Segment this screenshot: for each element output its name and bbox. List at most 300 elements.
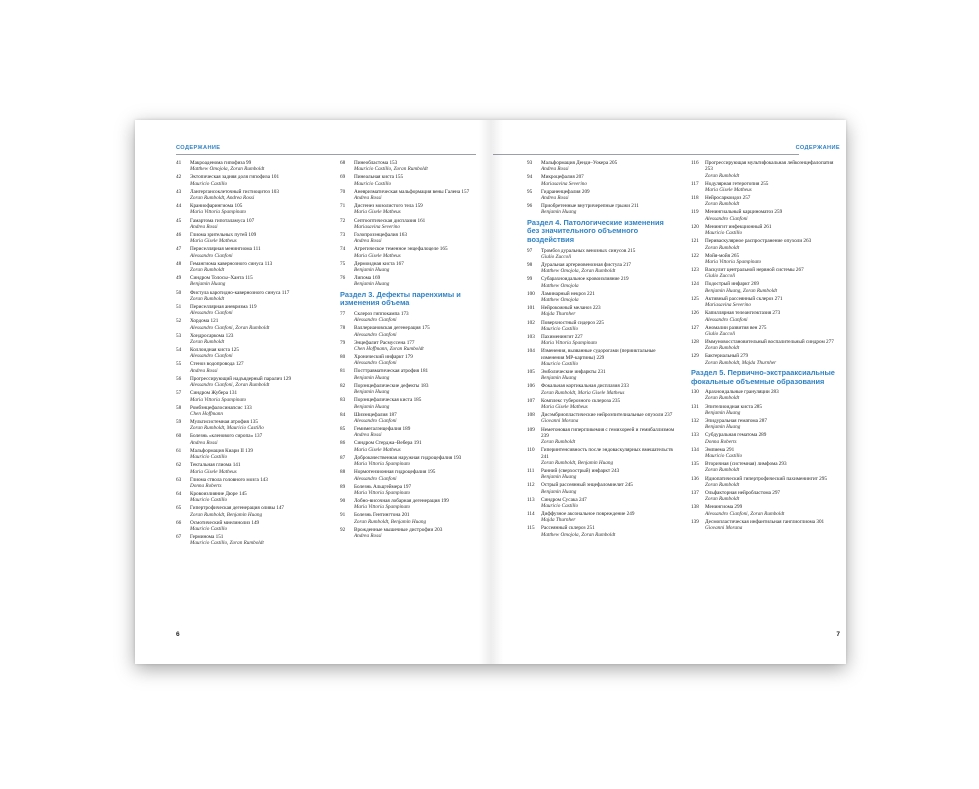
entry-number: 110 — [527, 447, 535, 454]
toc-entry — [176, 520, 324, 533]
toc-entry — [527, 412, 677, 425]
page-number-right: 7 — [836, 631, 840, 638]
entry-authors: Matthew Omojola, Zoran Rumboldt — [541, 268, 616, 275]
entry-title: Хондросаркома 123 Zoran Rumboldt — [190, 333, 324, 346]
entry-number: 132 — [691, 417, 699, 424]
toc-entry — [691, 504, 841, 517]
toc-entry — [176, 203, 324, 216]
entry-title: Лобно-височная лобарная дегенерация 199 Maria Vittoria Spampinato — [354, 498, 478, 511]
section-heading: Раздел 4. Патологические изменения без значительного объемного воздействия — [527, 217, 664, 244]
entry-authors: Zoran Rumboldt, Benjamin Huang — [190, 511, 263, 518]
running-header-right: СОДЕРЖАНИЕ — [795, 145, 840, 151]
entry-number: 135 — [691, 461, 699, 468]
entry-authors: Benjamin Huang — [541, 209, 577, 216]
entry-title: Гемангиома кавернозного синуса 113 Zoran Rumboldt — [190, 261, 324, 274]
entry-title: Дермоидная киста 167 Benjamin Huang — [354, 261, 478, 274]
entry-title: Субарахноидальное кровоизлияние 219 Matthew Omojola — [541, 276, 677, 289]
entry-number: 109 — [527, 426, 535, 433]
entry-authors: Benjamin Huang — [705, 409, 741, 416]
entry-number: 114 — [527, 511, 535, 518]
entry-number: 123 — [691, 267, 699, 274]
entry-authors: Zoran Rumboldt — [705, 481, 740, 488]
entry-number: 89 — [340, 483, 346, 490]
entry-number: 43 — [176, 188, 182, 195]
toc-entry — [176, 534, 324, 547]
toc-entry — [527, 189, 677, 202]
entry-title: Нормотензионная гидроцефалия 195 Alessandro Cianfoni — [354, 469, 478, 482]
entry-title: Гемимегалэнцефалия 189 Andrea Rossi — [354, 426, 478, 439]
entry-authors: Maria Gisele Matheus — [190, 238, 237, 245]
toc-entry — [527, 383, 677, 396]
entry-title: Комплекс туберозного склероза 235 Maria Gisele Matheus — [541, 398, 677, 411]
entry-title: Прогрессирующий надъядерный паралич 129 Alessandro Cianfoni, Zoran Rumboldt — [190, 376, 324, 389]
toc-entry — [176, 174, 324, 187]
entry-title: Стеноз водопровода 127 Andrea Rossi — [190, 361, 324, 374]
entry-number: 137 — [691, 489, 699, 496]
entry-title: Синдром Толосы–Ханта 115 Benjamin Huang — [190, 275, 324, 288]
toc-entry — [176, 304, 324, 317]
entry-authors: Maria Vittoria Spampinato — [190, 396, 247, 403]
toc-entry — [340, 354, 478, 367]
toc-entry — [691, 519, 841, 532]
toc-entry — [691, 447, 841, 460]
entry-authors: Andrea Rossi — [354, 238, 382, 245]
entry-authors: Alessandro Cianfoni — [705, 215, 748, 222]
entry-number: 101 — [527, 305, 535, 312]
entry-authors: Alessandro Cianfoni — [354, 331, 397, 338]
entry-title: Мультисистемная атрофия 135 Zoran Rumboldt, Mauricio Castillo — [190, 419, 324, 432]
entry-title: Пинеобластома 153 Mauricio Castillo, Zoran Rumboldt — [354, 160, 478, 173]
entry-number: 78 — [340, 325, 346, 332]
entry-title: Глиома зрительных путей 109 Maria Gisele Matheus — [190, 232, 324, 245]
toc-entry — [691, 238, 841, 251]
toc-column-1 — [176, 160, 324, 549]
toc-entry — [527, 276, 677, 289]
entry-number: 61 — [176, 447, 182, 454]
entry-number: 103 — [527, 333, 535, 340]
entry-number: 41 — [176, 160, 182, 166]
entry-title: Менингиома 299 Alessandro Cianfoni, Zoran Rumboldt — [705, 504, 841, 517]
toc-entry — [176, 491, 324, 504]
entry-authors: Benjamin Huang — [541, 375, 577, 382]
entry-authors: Mariasavina Severino — [541, 180, 587, 187]
entry-number: 121 — [691, 238, 699, 245]
entry-title: Коллоидная киста 125 Alessandro Cianfoni — [190, 347, 324, 360]
entry-authors: Majda Thurnher — [541, 311, 576, 318]
entry-number: 99 — [527, 276, 533, 283]
entry-number: 105 — [527, 368, 535, 375]
entry-title: Периселлярная аневризма 119 Alessandro Cianfoni — [190, 304, 324, 317]
toc-entry — [340, 455, 478, 468]
toc-entry — [527, 427, 677, 446]
toc-entry — [691, 181, 841, 194]
header-rule-left — [176, 154, 476, 155]
toc-entry — [691, 476, 841, 489]
entry-authors: Matthew Omojola — [541, 282, 579, 289]
entry-authors: Mauricio Castillo — [705, 453, 743, 460]
entry-authors: Giulio Zuccoli — [541, 253, 572, 260]
entry-title: Бактериальный 279 Zoran Rumboldt, Majda Thurnher — [705, 353, 841, 366]
entry-authors: Mauricio Castillo — [354, 180, 392, 187]
entry-title: Периселлярная менингиома 111 Alessandro Cianfoni — [190, 246, 324, 259]
entry-number: 94 — [527, 174, 533, 181]
toc-entry — [340, 203, 478, 216]
entry-number: 59 — [176, 419, 182, 426]
entry-authors: Mauricio Castillo — [190, 526, 228, 533]
entry-authors: Maria Vittoria Spampinato — [705, 258, 762, 265]
entry-authors: Majda Thurnher — [541, 517, 576, 524]
entry-number: 112 — [527, 482, 535, 489]
entry-authors: Maria Vittoria Spampinato — [190, 209, 247, 216]
entry-authors: Mariasavina Severino — [354, 223, 400, 230]
entry-authors: Benjamin Huang — [354, 374, 390, 381]
toc-entry — [691, 224, 841, 237]
toc-entry — [340, 512, 478, 525]
entry-number: 67 — [176, 534, 182, 541]
entry-title: Гидраненцефалия 209 Andrea Rossi — [541, 189, 677, 202]
toc-entry — [527, 160, 677, 173]
toc-entry — [340, 469, 478, 482]
entry-number: 97 — [527, 247, 533, 254]
entry-number: 56 — [176, 375, 182, 382]
entry-authors: Giulio Zuccoli — [705, 330, 736, 337]
entry-authors: Zoran Rumboldt — [190, 338, 225, 345]
toc-column-4 — [691, 160, 841, 533]
entry-number: 134 — [691, 446, 699, 453]
toc-entry — [176, 405, 324, 418]
entry-number: 138 — [691, 504, 699, 511]
entry-title: Субдуральная гематома 289 Donna Roberts — [705, 432, 841, 445]
entry-title: Синдром Сусака 247 Mauricio Castillo — [541, 497, 677, 510]
entry-authors: Zoran Rumboldt — [705, 496, 740, 503]
entry-title: Подострый инфаркт 269 Benjamin Huang, Zoran Rumboldt — [705, 281, 841, 294]
entry-title: Дуральная артериовенозная фистула 217 Matthew Omojola, Zoran Rumboldt — [541, 262, 677, 275]
entry-number: 83 — [340, 397, 346, 404]
entry-number: 106 — [527, 383, 535, 390]
entry-authors: Andrea Rossi — [354, 195, 382, 202]
entry-authors: Mauricio Castillo — [190, 180, 228, 187]
entry-title: Нейрокожный меланоз 223 Majda Thurnher — [541, 305, 677, 318]
entry-title: Глиома ствола головного мозга 143 Donna Roberts — [190, 477, 324, 490]
entry-authors: Mauricio Castillo — [541, 502, 579, 509]
entry-authors: Mauricio Castillo — [541, 360, 579, 367]
toc-entry — [527, 348, 677, 367]
toc-entry — [691, 325, 841, 338]
entry-title: Нодулярная гетеротопия 255 Maria Gisele Matheus — [705, 181, 841, 194]
entry-title: Десмопластическая инфантильная ганглиоглиома 301 Giovanni Morana — [705, 519, 841, 532]
entry-number: 126 — [691, 310, 699, 317]
entry-number: 75 — [340, 260, 346, 267]
toc-entry — [691, 353, 841, 366]
entry-title: Кровоизлияние Дюре 145 Mauricio Castillo — [190, 491, 324, 504]
entry-title: Вторичная (системная) лимфома 293 Zoran Rumboldt — [705, 461, 841, 474]
entry-authors: Benjamin Huang — [541, 488, 577, 495]
entry-title: Агрегическое теменное энцефалоцеле 165 Maria Gisele Matheus — [354, 246, 478, 259]
entry-authors: Zoran Rumboldt, Benjamin Huang — [541, 459, 614, 466]
toc-entry — [691, 310, 841, 323]
entry-title: Идиопатический гипертрофический пахименингит 295 Zoran Rumboldt — [705, 476, 841, 489]
toc-column-2 — [340, 160, 478, 541]
toc-entry — [691, 389, 841, 402]
entry-number: 76 — [340, 275, 346, 282]
entry-authors: Zoran Rumboldt — [705, 395, 740, 402]
entry-title: Болезнь Гентингтона 201 Zoran Rumboldt, Benjamin Huang — [354, 512, 478, 525]
toc-entry — [691, 253, 841, 266]
entry-number: 42 — [176, 174, 182, 181]
entry-authors: Maria Vittoria Spampinato — [354, 489, 411, 496]
entry-authors: Mauricio Castillo — [190, 497, 228, 504]
toc-entry — [527, 525, 677, 538]
entry-title: Голопрозэнцефалия 163 Andrea Rossi — [354, 232, 478, 245]
toc-entry — [340, 368, 478, 381]
toc-entry — [176, 347, 324, 360]
entry-number: 98 — [527, 261, 533, 268]
entry-authors: Benjamin Huang — [705, 424, 741, 431]
entry-number: 119 — [691, 209, 699, 216]
running-header-left: СОДЕРЖАНИЕ — [176, 145, 221, 151]
entry-authors: Zoran Rumboldt — [705, 201, 740, 208]
entry-title: Гамартома гипоталамуса 107 Andrea Rossi — [190, 218, 324, 231]
toc-entry — [340, 484, 478, 497]
entry-title: Аневризматическая мальформация вены Галена 157 Andrea Rossi — [354, 189, 478, 202]
entry-authors: Mauricio Castillo, Zoran Rumboldt — [354, 166, 428, 173]
toc-entry — [691, 432, 841, 445]
entry-authors: Giulio Zuccoli — [705, 273, 736, 280]
toc-entry — [176, 448, 324, 461]
toc-entry — [527, 203, 677, 216]
entry-authors: Benjamin Huang — [354, 403, 390, 410]
toc-entry — [340, 232, 478, 245]
toc-entry — [340, 311, 478, 324]
entry-authors: Maria Gisele Matheus — [354, 209, 401, 216]
entry-authors: Maria Gisele Matheus — [541, 404, 588, 411]
entry-number: 45 — [176, 217, 182, 224]
entry-number: 46 — [176, 231, 182, 238]
entry-title: Нейросаркоидоз 257 Zoran Rumboldt — [705, 195, 841, 208]
entry-title: Синдром Жубера 131 Maria Vittoria Spampinato — [190, 390, 324, 403]
entry-number: 116 — [691, 160, 699, 166]
entry-title: Гипертрофическая дегенерация оливы 147 Zoran Rumboldt, Benjamin Huang — [190, 505, 324, 518]
entry-title: Мальформация Денди–Уокера 205 Andrea Rossi — [541, 160, 677, 173]
entry-title: Дисгенез мозолистого тела 159 Maria Gisele Matheus — [354, 203, 478, 216]
entry-title: Эпидуральная гематома 287 Benjamin Huang — [705, 418, 841, 431]
entry-title: Прогрессирующая мультифокальная лейкоэнцефалопатия 253 Zoran Rumboldt — [705, 160, 841, 179]
toc-entry — [691, 195, 841, 208]
entry-number: 128 — [691, 338, 699, 345]
entry-title: Арахноидальные грануляции 283 Zoran Rumboldt — [705, 389, 841, 402]
entry-title: Болезнь Альцгеймера 197 Maria Vittoria Spampinato — [354, 484, 478, 497]
entry-authors: Donna Roberts — [705, 438, 737, 445]
entry-authors: Benjamin Huang — [354, 267, 390, 274]
entry-title: Менингиальный карциноматоз 259 Alessandro Cianfoni — [705, 209, 841, 222]
entry-number: 44 — [176, 203, 182, 210]
entry-authors: Alessandro Cianfoni — [354, 417, 397, 424]
entry-authors: Mauricio Castillo — [541, 325, 579, 332]
entry-authors: Mauricio Castillo — [705, 230, 743, 237]
entry-authors: Alessandro Cianfoni — [354, 317, 397, 324]
toc-entry — [340, 160, 478, 173]
entry-number: 133 — [691, 432, 699, 439]
entry-authors: Mauricio Castillo — [190, 454, 228, 461]
toc-entry — [176, 390, 324, 403]
toc-entry — [527, 447, 677, 466]
entry-title: Аномалии развития вен 275 Giulio Zuccoli — [705, 325, 841, 338]
entry-title: Врожденные мышечные дистрофии 203 Andrea Rossi — [354, 527, 478, 540]
toc-entry — [691, 160, 841, 179]
entry-number: 124 — [691, 281, 699, 288]
entry-authors: Maria Gisele Matheus — [354, 252, 401, 259]
entry-title: Изменения, вызванные судорогами (перииктальные изменения МР-картины) 229 Mauricio Castillo — [541, 348, 677, 367]
toc-entry — [176, 261, 324, 274]
entry-authors: Benjamin Huang — [354, 281, 390, 288]
entry-number: 58 — [176, 404, 182, 411]
entry-number: 87 — [340, 454, 346, 461]
entry-authors: Andrea Rossi — [541, 166, 569, 173]
entry-title: Посттравматическая атрофия 181 Benjamin Huang — [354, 368, 478, 381]
book-spread — [135, 120, 846, 664]
entry-authors: Zoran Rumboldt, Maria Gisele Matheus — [541, 389, 625, 396]
entry-title: Капиллярная телеангиэктазия 273 Alessandro Cianfoni — [705, 310, 841, 323]
toc-entry — [691, 490, 841, 503]
entry-authors: Donna Roberts — [190, 482, 222, 489]
entry-title: Ольфакторная нейробластома 297 Zoran Rumboldt — [705, 490, 841, 503]
toc-entry — [527, 174, 677, 187]
entry-number: 63 — [176, 476, 182, 483]
entry-title: Порэнцефалическая киста 185 Benjamin Huang — [354, 397, 478, 410]
entry-title: Ламинарный некроз 221 Matthew Omojola — [541, 291, 677, 304]
toc-entry — [527, 320, 677, 333]
entry-authors: Maria Gisele Matheus — [190, 468, 237, 475]
entry-number: 54 — [176, 347, 182, 354]
entry-number: 53 — [176, 332, 182, 339]
entry-authors: Alessandro Cianfoni, Zoran Rumboldt — [190, 324, 270, 331]
entry-number: 81 — [340, 368, 346, 375]
toc-entry — [340, 189, 478, 202]
entry-number: 57 — [176, 390, 182, 397]
entry-authors: Zoran Rumboldt — [705, 467, 740, 474]
entry-title: Лангергансоклеточный гистиоцитоз 103 Zoran Rumboldt, Andrea Rossi — [190, 189, 324, 202]
toc-entry — [340, 440, 478, 453]
entry-number: 55 — [176, 361, 182, 368]
entry-number: 120 — [691, 223, 699, 230]
entry-number: 79 — [340, 339, 346, 346]
entry-title: Ромбэнцефалосинапсис 133 Chen Hoffmann — [190, 405, 324, 418]
entry-authors: Alessandro Cianfoni — [354, 475, 397, 482]
entry-title: Дисэмбриопластические нейроэпителиальные опухоли 237 Giovanni Morana — [541, 412, 677, 425]
entry-title: Васкулит центральной нервной системы 267 Giulio Zuccoli — [705, 267, 841, 280]
toc-entry — [691, 461, 841, 474]
entry-authors: Maria Gisele Matheus — [354, 446, 401, 453]
toc-entry — [176, 505, 324, 518]
entry-number: 108 — [527, 412, 535, 419]
entry-number: 82 — [340, 382, 346, 389]
entry-title: Порэнцефалические дефекты 183 Benjamin Huang — [354, 383, 478, 396]
toc-entry — [340, 325, 478, 338]
entry-authors: Benjamin Huang, Zoran Rumboldt — [705, 287, 778, 294]
entry-authors: Alessandro Cianfoni — [354, 360, 397, 367]
entry-number: 104 — [527, 348, 535, 355]
entry-title: Валлериановская дегенерация 175 Alessandro Cianfoni — [354, 325, 478, 338]
entry-number: 93 — [527, 160, 533, 166]
entry-title: Мальформация Киари II 139 Mauricio Castillo — [190, 448, 324, 461]
entry-authors: Alessandro Cianfoni — [705, 316, 748, 323]
entry-number: 131 — [691, 403, 699, 410]
entry-number: 84 — [340, 411, 346, 418]
entry-authors: Alessandro Cianfoni, Zoran Rumboldt — [190, 382, 270, 389]
entry-authors: Zoran Rumboldt — [190, 295, 225, 302]
entry-title: Хронический инфаркт 179 Alessandro Cianfoni — [354, 354, 478, 367]
toc-entry — [340, 426, 478, 439]
toc-entry — [527, 369, 677, 382]
entry-number: 122 — [691, 252, 699, 259]
toc-entry — [340, 261, 478, 274]
entry-title: Шизэнцефалия 187 Alessandro Cianfoni — [354, 412, 478, 425]
toc-entry — [527, 468, 677, 481]
entry-title: Тромбоз дуральных венозных синусов 215 Giulio Zuccoli — [541, 248, 677, 261]
entry-title: Диффузное аксональное повреждение 249 Majda Thurnher — [541, 511, 677, 524]
entry-number: 64 — [176, 490, 182, 497]
toc-entry — [527, 482, 677, 495]
entry-title: Пинеальная киста 155 Mauricio Castillo — [354, 174, 478, 187]
toc-entry — [527, 262, 677, 275]
entry-title: Энцефалит Расмуссена 177 Chen Hoffmann, Zoran Rumboldt — [354, 340, 478, 353]
entry-number: 52 — [176, 318, 182, 325]
entry-number: 69 — [340, 174, 346, 181]
entry-title: Склероз гиппокампа 173 Alessandro Cianfoni — [354, 311, 478, 324]
entry-authors: Zoran Rumboldt, Mauricio Castillo — [190, 425, 264, 432]
entry-number: 102 — [527, 319, 535, 326]
entry-number: 48 — [176, 260, 182, 267]
entry-number: 85 — [340, 426, 346, 433]
toc-entry — [340, 527, 478, 540]
entry-authors: Alessandro Cianfoni — [190, 353, 233, 360]
entry-number: 125 — [691, 295, 699, 302]
entry-title: Эктопическая задняя доля гипофиза 101 Mauricio Castillo — [190, 174, 324, 187]
entry-number: 139 — [691, 518, 699, 525]
toc-entry — [176, 333, 324, 346]
toc-entry — [176, 433, 324, 446]
entry-title: Фокальная кортикальная дисплазия 233 Zoran Rumboldt, Maria Gisele Matheus — [541, 383, 677, 396]
book-gutter-shadow — [479, 120, 503, 664]
toc-entry — [691, 339, 841, 352]
entry-title: Хордома 121 Alessandro Cianfoni, Zoran Rumboldt — [190, 318, 324, 331]
entry-number: 136 — [691, 475, 699, 482]
entry-authors: Mariasavina Severino — [705, 302, 751, 309]
entry-number: 72 — [340, 217, 346, 224]
entry-authors: Andrea Rossi — [190, 223, 218, 230]
entry-title: Краниофарингиома 105 Maria Vittoria Spampinato — [190, 203, 324, 216]
entry-number: 49 — [176, 275, 182, 282]
entry-title: Пахименингит 227 Maria Vittoria Spampinato — [541, 334, 677, 347]
entry-number: 88 — [340, 469, 346, 476]
entry-authors: Zoran Rumboldt — [705, 172, 740, 179]
entry-number: 77 — [340, 310, 346, 317]
entry-authors: Benjamin Huang — [541, 474, 577, 481]
toc-entry — [527, 291, 677, 304]
entry-number: 86 — [340, 440, 346, 447]
toc-entry — [340, 174, 478, 187]
entry-number: 127 — [691, 324, 699, 331]
entry-number: 62 — [176, 462, 182, 469]
entry-number: 50 — [176, 289, 182, 296]
toc-entry — [340, 340, 478, 353]
entry-number: 70 — [340, 188, 346, 195]
entry-number: 47 — [176, 246, 182, 253]
toc-entry — [527, 334, 677, 347]
toc-entry — [340, 397, 478, 410]
toc-entry — [527, 398, 677, 411]
entry-authors: Andrea Rossi — [354, 432, 382, 439]
